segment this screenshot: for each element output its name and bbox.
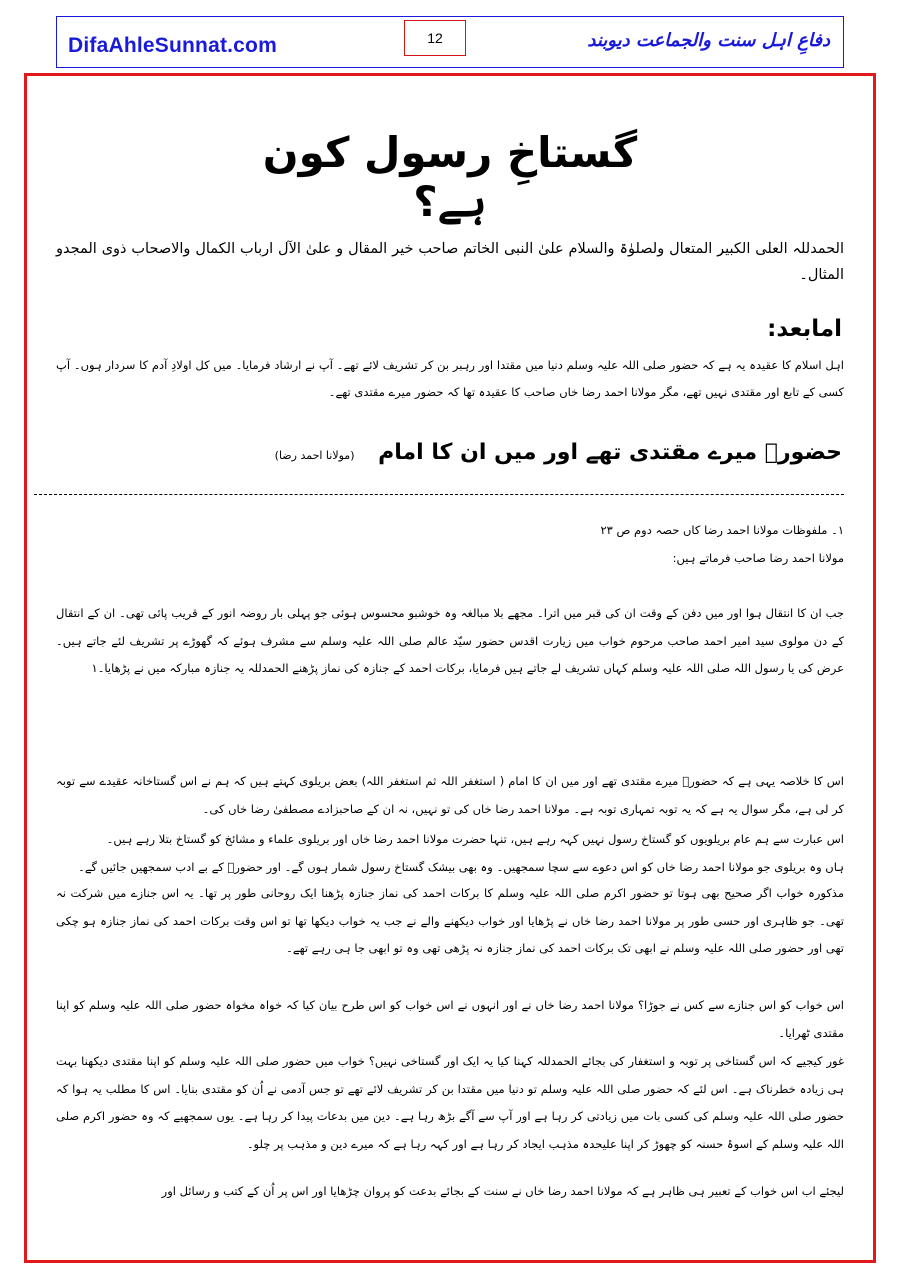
dream-quote-paragraph: جب ان کا انتقال ہوا اور میں دفن کے وقت ان کی قبر میں اترا۔ مجھے بلا مبالغہ وہ خوشبو محسوس ہوئی جو پہلی بار روضہ انور کے قریب پائی تھی۔ ان کے انتقال کے دن مولوی سید امیر احمد صاحب مرحوم خواب میں زیارت اقدس حضور سیّد عالم صلی اللہ علیہ وسلم سے مشرف ہوئے کہ گھوڑے پر تشریف لئے جاتے ہیں۔ عرض کی یا رسول اللہ صلی اللہ علیہ وسلم کہاں تشریف لے جاتے ہیں فرمایا، برکات احمد کے جنازہ کی نماز پڑھنے الحمدللہ یہ جنازہ مبارکہ میں نے پڑھایا۔۱	[56, 606, 844, 675]
intro-paragraph: اہل اسلام کا عقیدہ یہ ہے کہ حضور صلی اللہ علیہ وسلم دنیا میں مقتدا اور رہبر بن کر تشریف لائے تھے۔ آپ نے ارشاد فرمایا۔ میں کل اولادِ آدم کا سردار ہوں۔ آپ کسی کے تابع اور مقتدی نہیں تھے، مگر مولانا احمد رضا خاں صاحب کا عقیدہ تھا کہ حضور میرے مقتدی تھے۔	[56, 358, 844, 399]
body-paragraph: اس خواب کو اس جنازے سے کس نے جوڑا؟ مولانا احمد رضا خاں نے اور انہوں نے اس خواب کو اس طرح بیان کیا کہ خواہ مخواہ حضور صلی اللہ علیہ وسلم کو اپنا مقتدی ٹھرایا۔	[56, 998, 844, 1040]
dashed-divider	[34, 494, 844, 495]
page-number: 12	[404, 20, 466, 56]
quote-text: حضورؐ میرے مقتدی تھے اور میں ان کا امام	[378, 440, 842, 465]
site-name: DifaAhleSunnat.com	[68, 34, 277, 57]
body-paragraph: اس عبارت سے ہم عام بریلویوں کو گستاخ رسول نہیں کہہ رہے ہیں، تنہا حضرت مولانا احمد رضا خاں اور بریلوی علماء و مشائخ کو گستاخ بتلا رہے ہیں۔	[106, 832, 844, 846]
highlight-quote	[275, 440, 842, 465]
body-paragraph: مذکورہ خواب اگر صحیح بھی ہوتا تو حضور اکرم صلی اللہ علیہ وسلم کا برکات احمد کی نماز جنازہ پڑھنا ایک روحانی طور پر تھا۔ یہ اس جنازے میں شرکت نہ تھی۔ جو ظاہری اور حسی طور پر مولانا احمد رضا خاں نے پڑھایا اور خواب دیکھنے والے نے جب یہ خواب دیکھا تھا تو اس وقت برکات احمد کی نماز جنازہ ہو چکی تھی اور حضور صلی اللہ علیہ وسلم نے ابھی تک برکات احمد کی نماز جنازہ نہ پڑھی تھی وہ تو ابھی جا ہی رہے تھے۔	[56, 886, 844, 955]
quote-citation: (مولانا احمد رضا)	[274, 449, 355, 462]
page-title: گستاخِ رسول کون ہے؟	[262, 128, 638, 226]
author-says-line: مولانا احمد رضا صاحب فرماتے ہیں:	[672, 551, 844, 565]
footnote-line: ۱۔ ملفوظات مولانا احمد رضا کاں حصہ دوم ص ۲۳	[600, 523, 844, 537]
footnote-reference	[600, 516, 844, 572]
body-paragraph: غور کیجیے کہ اس گستاخی پر توبہ و استغفار کی بجائے الحمدللہ کہنا کیا یہ ایک اور گستاخی نہیں؟ خواب میں حضور صلی اللہ علیہ وسلم کو اپنا مقتدی دیکھنا بہت ہی زیادہ خطرناک ہے۔ اس لئے کہ حضور صلی اللہ علیہ وسلم تو دنیا میں مقتدا بن کر تشریف لائے تھے تو جس آدمی نے اُن کو مقتدی بنایا۔ اس کا مطلب یہ ہوا کہ حضور صلی اللہ علیہ وسلم کی کسی بات میں زیادتی کر رہا ہے اور آپ سے آگے بڑھ رہا ہے۔ دین میں بدعات پیدا کر رہا ہے۔ یوں سمجھیے کہ وہ حضور اکرم صلی اللہ علیہ وسلم کے اسوۂ حسنہ کو چھوڑ کر اپنا علیحدہ مذہب ایجاد کر رہا ہے اور کہہ رہا ہے کہ میرے دین و مذہب پر چلو۔	[56, 1054, 844, 1151]
header-title: دفاعِ اہل سنت والجماعت دیوبند	[587, 30, 830, 51]
body-paragraph: ہاں وہ بریلوی جو مولانا احمد رضا خاں کو اس دعوے سے سچا سمجھیں۔ وہ بھی بیشک گستاخ رسول شمار ہوں گے۔ اور حضورؐ کے بے ادب سمجھیں جائیں گے۔	[78, 860, 844, 874]
body-paragraph: لیجئے اب اس خواب کے تعبیر ہی ظاہر ہے کہ مولانا احمد رضا خاں نے سنت کے بجائے بدعت کو پروان چڑھایا اور اس پر اُن کے کتب و رسائل اور	[161, 1184, 844, 1198]
hamd-paragraph: الحمدللہ العلی الکبیر المتعال ولصلوٰۃ والسلام علیٰ النبی الخاتم صاحب خیر المقال و علیٰ الآل ارباب الکمال والاصحاب ذوی المجدو المثال۔	[56, 241, 844, 283]
body-paragraph: اس کا خلاصہ یہی ہے کہ حضورؐ میرے مقتدی تھے اور میں ان کا امام ( استغفر اللہ ثم استغفر اللہ) بعض بریلوی کہتے ہیں کہ ہم نے اس گستاخانہ عقیدے سے توبہ کر لی ہے، مگر سوال یہ ہے کہ یہ توبہ تمہاری توبہ ہے۔ مولانا احمد رضا خاں کی تو نہیں، نہ ان کے صاحبزادے مصطفیٰ رضا خاں کی۔	[56, 774, 844, 816]
amma-baad-heading: امابعد:	[767, 316, 842, 342]
